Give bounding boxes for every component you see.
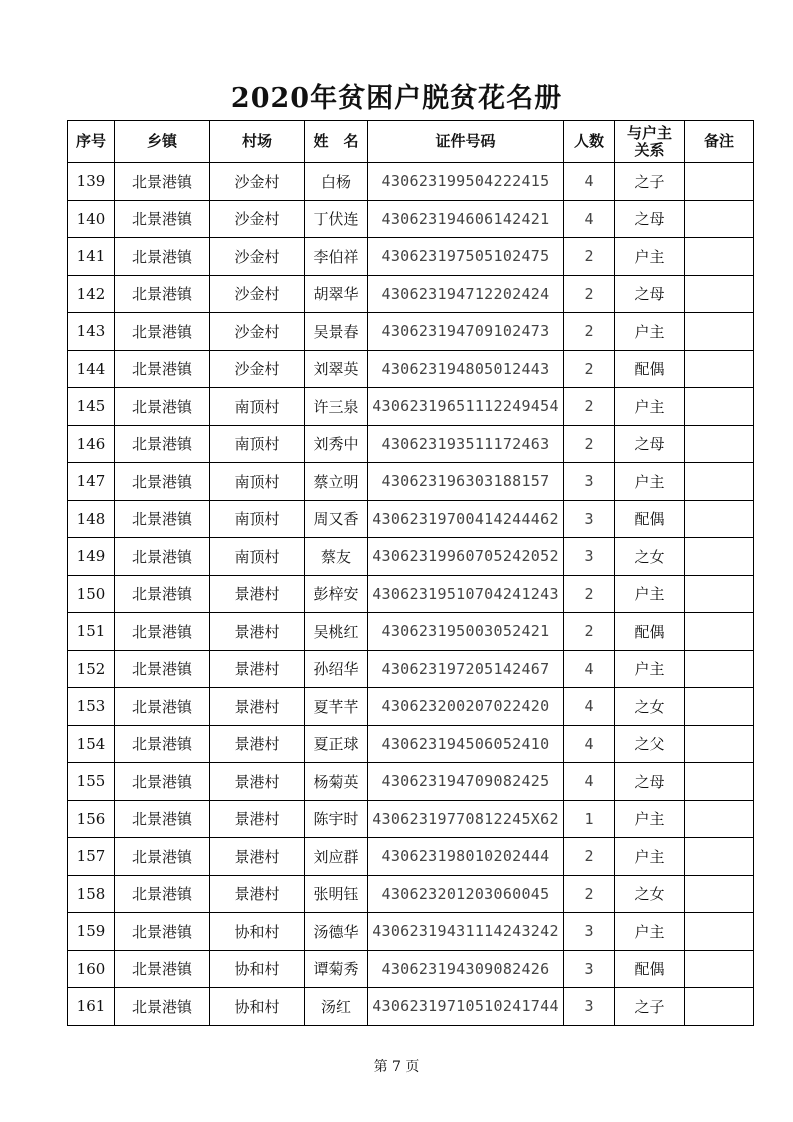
cell-seq: 157 [68, 838, 115, 876]
cell-persons: 2 [564, 350, 615, 388]
table-row [68, 463, 754, 501]
table-row [68, 913, 754, 951]
cell-persons: 3 [564, 988, 615, 1026]
cell-persons: 2 [564, 838, 615, 876]
cell-village: 景港村 [210, 688, 305, 726]
cell-persons: 2 [564, 425, 615, 463]
cell-name: 谭菊秀 [305, 950, 368, 988]
header-name: 姓 名 [305, 121, 368, 163]
cell-town: 北景港镇 [115, 163, 210, 201]
header-seq: 序号 [68, 121, 115, 163]
cell-seq: 144 [68, 350, 115, 388]
cell-name: 吴桃红 [305, 613, 368, 651]
cell-seq: 140 [68, 200, 115, 238]
cell-relation: 配偶 [615, 500, 685, 538]
cell-persons: 3 [564, 538, 615, 576]
cell-relation: 户主 [615, 838, 685, 876]
cell-relation: 之女 [615, 688, 685, 726]
cell-town: 北景港镇 [115, 275, 210, 313]
cell-name: 刘应群 [305, 838, 368, 876]
cell-persons: 4 [564, 688, 615, 726]
cell-name: 汤德华 [305, 913, 368, 951]
cell-seq: 152 [68, 650, 115, 688]
cell-remark [685, 763, 754, 801]
cell-town: 北景港镇 [115, 388, 210, 426]
table-row [68, 950, 754, 988]
cell-seq: 160 [68, 950, 115, 988]
cell-id: 430623195003052421 [368, 613, 564, 651]
cell-town: 北景港镇 [115, 500, 210, 538]
cell-seq: 153 [68, 688, 115, 726]
cell-relation: 之女 [615, 538, 685, 576]
cell-seq: 148 [68, 500, 115, 538]
cell-id: 430623200207022420 [368, 688, 564, 726]
cell-seq: 147 [68, 463, 115, 501]
cell-id: 430623194709082425 [368, 763, 564, 801]
cell-seq: 143 [68, 313, 115, 351]
cell-persons: 2 [564, 238, 615, 276]
cell-remark [685, 800, 754, 838]
cell-id: 430623194506052410 [368, 725, 564, 763]
cell-relation: 之母 [615, 200, 685, 238]
cell-persons: 2 [564, 388, 615, 426]
cell-village: 景港村 [210, 875, 305, 913]
cell-name: 蔡友 [305, 538, 368, 576]
cell-village: 协和村 [210, 913, 305, 951]
cell-id: 43062319770812245X62 [368, 800, 564, 838]
table-row [68, 313, 754, 351]
cell-seq: 154 [68, 725, 115, 763]
cell-name: 刘翠英 [305, 350, 368, 388]
cell-village: 南顶村 [210, 538, 305, 576]
cell-remark [685, 350, 754, 388]
table-row [68, 613, 754, 651]
cell-name: 刘秀中 [305, 425, 368, 463]
cell-town: 北景港镇 [115, 988, 210, 1026]
cell-id: 43062319651112249454 [368, 388, 564, 426]
cell-id: 430623194606142421 [368, 200, 564, 238]
cell-relation: 之父 [615, 725, 685, 763]
cell-persons: 3 [564, 463, 615, 501]
cell-town: 北景港镇 [115, 913, 210, 951]
cell-village: 沙金村 [210, 313, 305, 351]
cell-id: 430623193511172463 [368, 425, 564, 463]
cell-name: 彭梓安 [305, 575, 368, 613]
table-body [68, 163, 754, 1026]
cell-town: 北景港镇 [115, 425, 210, 463]
header-remark: 备注 [685, 121, 754, 163]
document-title: 2020年贫困户脱贫花名册 [230, 83, 563, 114]
cell-village: 南顶村 [210, 463, 305, 501]
cell-id: 430623194805012443 [368, 350, 564, 388]
cell-remark [685, 875, 754, 913]
table-row [68, 688, 754, 726]
cell-relation: 配偶 [615, 950, 685, 988]
page-number: 第 7 页 [373, 1059, 420, 1075]
cell-name: 夏正球 [305, 725, 368, 763]
cell-town: 北景港镇 [115, 350, 210, 388]
table-row [68, 163, 754, 201]
header-persons: 人数 [564, 121, 615, 163]
cell-village: 南顶村 [210, 425, 305, 463]
cell-persons: 2 [564, 613, 615, 651]
cell-town: 北景港镇 [115, 875, 210, 913]
table-row [68, 200, 754, 238]
cell-persons: 1 [564, 800, 615, 838]
cell-remark [685, 613, 754, 651]
cell-village: 沙金村 [210, 275, 305, 313]
table-row [68, 500, 754, 538]
cell-town: 北景港镇 [115, 725, 210, 763]
cell-name: 张明钰 [305, 875, 368, 913]
cell-village: 南顶村 [210, 500, 305, 538]
cell-name: 汤红 [305, 988, 368, 1026]
cell-town: 北景港镇 [115, 688, 210, 726]
cell-seq: 155 [68, 763, 115, 801]
table-header-row [68, 121, 754, 163]
cell-town: 北景港镇 [115, 463, 210, 501]
cell-id: 43062319960705242052 [368, 538, 564, 576]
cell-persons: 4 [564, 163, 615, 201]
header-id: 证件号码 [368, 121, 564, 163]
table-row [68, 988, 754, 1026]
cell-relation: 户主 [615, 388, 685, 426]
roster-table [67, 120, 754, 1026]
cell-town: 北景港镇 [115, 613, 210, 651]
cell-town: 北景港镇 [115, 238, 210, 276]
cell-seq: 150 [68, 575, 115, 613]
cell-town: 北景港镇 [115, 763, 210, 801]
cell-name: 许三泉 [305, 388, 368, 426]
cell-village: 景港村 [210, 725, 305, 763]
cell-id: 430623194712202424 [368, 275, 564, 313]
header-relation-line1: 与户主 [626, 123, 672, 142]
cell-id: 430623198010202444 [368, 838, 564, 876]
cell-relation: 之子 [615, 163, 685, 201]
header-relation-line2: 关系 [634, 140, 665, 159]
cell-id: 43062319510704241243 [368, 575, 564, 613]
cell-seq: 158 [68, 875, 115, 913]
cell-persons: 4 [564, 650, 615, 688]
cell-village: 南顶村 [210, 388, 305, 426]
cell-village: 景港村 [210, 838, 305, 876]
cell-town: 北景港镇 [115, 800, 210, 838]
cell-village: 景港村 [210, 800, 305, 838]
cell-seq: 149 [68, 538, 115, 576]
table-row [68, 238, 754, 276]
cell-persons: 4 [564, 725, 615, 763]
cell-id: 430623199504222415 [368, 163, 564, 201]
cell-id: 430623197505102475 [368, 238, 564, 276]
table-row [68, 350, 754, 388]
cell-village: 沙金村 [210, 350, 305, 388]
cell-name: 孙绍华 [305, 650, 368, 688]
cell-name: 白杨 [305, 163, 368, 201]
cell-remark [685, 313, 754, 351]
cell-persons: 3 [564, 913, 615, 951]
table-row [68, 650, 754, 688]
cell-seq: 139 [68, 163, 115, 201]
cell-id: 43062319700414244462 [368, 500, 564, 538]
cell-relation: 户主 [615, 313, 685, 351]
cell-remark [685, 725, 754, 763]
cell-seq: 142 [68, 275, 115, 313]
cell-village: 景港村 [210, 763, 305, 801]
cell-remark [685, 500, 754, 538]
cell-id: 43062319710510241744 [368, 988, 564, 1026]
cell-remark [685, 575, 754, 613]
table-row [68, 275, 754, 313]
cell-persons: 2 [564, 875, 615, 913]
cell-relation: 户主 [615, 650, 685, 688]
cell-remark [685, 988, 754, 1026]
cell-relation: 之女 [615, 875, 685, 913]
cell-remark [685, 275, 754, 313]
cell-id: 430623196303188157 [368, 463, 564, 501]
cell-relation: 户主 [615, 575, 685, 613]
cell-name: 周又香 [305, 500, 368, 538]
table-row [68, 875, 754, 913]
cell-name: 胡翠华 [305, 275, 368, 313]
cell-id: 430623201203060045 [368, 875, 564, 913]
cell-village: 景港村 [210, 575, 305, 613]
cell-town: 北景港镇 [115, 950, 210, 988]
cell-seq: 156 [68, 800, 115, 838]
cell-id: 430623194309082426 [368, 950, 564, 988]
table-row [68, 388, 754, 426]
table-row [68, 575, 754, 613]
cell-name: 陈宇时 [305, 800, 368, 838]
cell-relation: 户主 [615, 800, 685, 838]
cell-remark [685, 238, 754, 276]
cell-village: 景港村 [210, 613, 305, 651]
cell-persons: 3 [564, 500, 615, 538]
cell-town: 北景港镇 [115, 650, 210, 688]
cell-village: 沙金村 [210, 200, 305, 238]
cell-id: 430623197205142467 [368, 650, 564, 688]
cell-seq: 159 [68, 913, 115, 951]
cell-seq: 146 [68, 425, 115, 463]
cell-relation: 户主 [615, 238, 685, 276]
cell-name: 李伯祥 [305, 238, 368, 276]
cell-town: 北景港镇 [115, 313, 210, 351]
cell-remark [685, 200, 754, 238]
cell-remark [685, 913, 754, 951]
cell-town: 北景港镇 [115, 575, 210, 613]
cell-town: 北景港镇 [115, 538, 210, 576]
cell-relation: 配偶 [615, 613, 685, 651]
cell-remark [685, 950, 754, 988]
cell-remark [685, 838, 754, 876]
cell-relation: 之母 [615, 763, 685, 801]
cell-remark [685, 163, 754, 201]
table-row [68, 800, 754, 838]
cell-persons: 3 [564, 950, 615, 988]
cell-name: 杨菊英 [305, 763, 368, 801]
cell-persons: 2 [564, 275, 615, 313]
cell-remark [685, 425, 754, 463]
cell-relation: 户主 [615, 913, 685, 951]
cell-town: 北景港镇 [115, 838, 210, 876]
cell-remark [685, 688, 754, 726]
cell-persons: 2 [564, 313, 615, 351]
cell-seq: 161 [68, 988, 115, 1026]
cell-remark [685, 463, 754, 501]
cell-village: 景港村 [210, 650, 305, 688]
cell-remark [685, 650, 754, 688]
cell-village: 沙金村 [210, 238, 305, 276]
cell-village: 沙金村 [210, 163, 305, 201]
cell-village: 协和村 [210, 988, 305, 1026]
header-town: 乡镇 [115, 121, 210, 163]
cell-id: 43062319431114243242 [368, 913, 564, 951]
cell-persons: 4 [564, 763, 615, 801]
cell-seq: 141 [68, 238, 115, 276]
table-row [68, 763, 754, 801]
cell-seq: 145 [68, 388, 115, 426]
cell-remark [685, 538, 754, 576]
header-village: 村场 [210, 121, 305, 163]
table-row [68, 538, 754, 576]
cell-relation: 配偶 [615, 350, 685, 388]
table-row [68, 838, 754, 876]
cell-remark [685, 388, 754, 426]
cell-persons: 2 [564, 575, 615, 613]
cell-village: 协和村 [210, 950, 305, 988]
cell-name: 蔡立明 [305, 463, 368, 501]
cell-relation: 之子 [615, 988, 685, 1026]
cell-town: 北景港镇 [115, 200, 210, 238]
cell-persons: 4 [564, 200, 615, 238]
cell-id: 430623194709102473 [368, 313, 564, 351]
cell-relation: 户主 [615, 463, 685, 501]
cell-relation: 之母 [615, 275, 685, 313]
table-row [68, 425, 754, 463]
cell-name: 丁伏连 [305, 200, 368, 238]
cell-name: 吴景春 [305, 313, 368, 351]
table-row [68, 725, 754, 763]
header-relation [615, 121, 685, 163]
cell-relation: 之母 [615, 425, 685, 463]
cell-seq: 151 [68, 613, 115, 651]
cell-name: 夏芊芊 [305, 688, 368, 726]
